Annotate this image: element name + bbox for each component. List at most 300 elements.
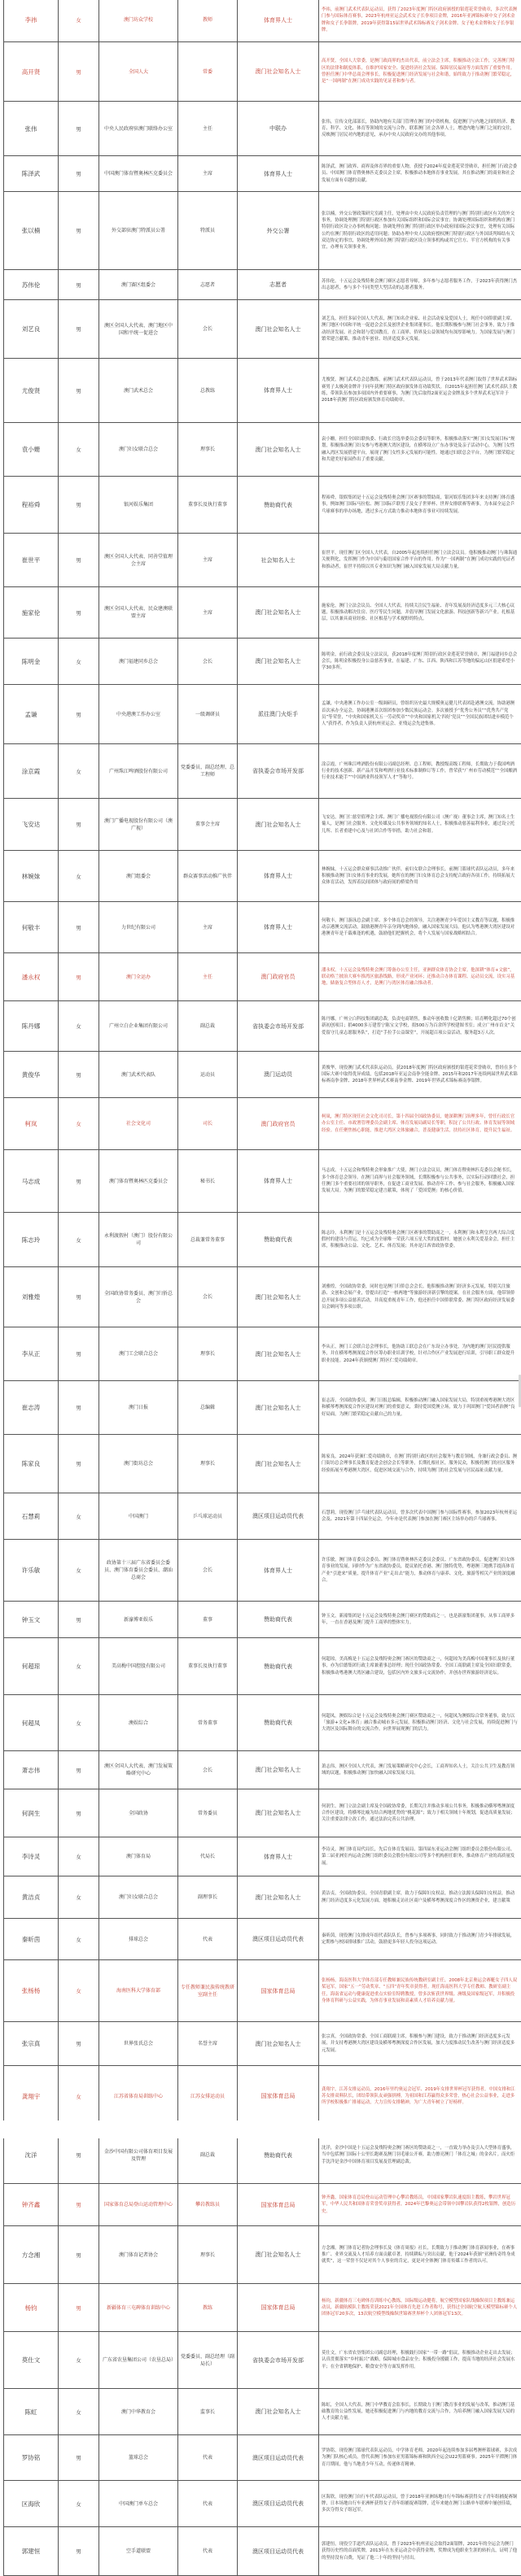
gender-cell: 女	[59, 1638, 99, 1695]
organization-cell: 全国人大	[99, 42, 178, 102]
name-cell: 何超琼	[4, 1638, 59, 1695]
gender-cell: 女	[59, 2389, 99, 2435]
table-row	[4, 1381, 521, 1435]
position-cell: 党委委员、副总经理、总工程师	[178, 744, 238, 799]
table-row	[4, 744, 521, 799]
category-cell: 国家体育总局	[238, 2066, 319, 2127]
biography-cell: 袁小姗，担任全国妇联执委、行政长官选举委员会委员等职务，积极推动落实“澳门妇女发展目标”规划，积极推动澳门妇女参与粤港澳大湾区建设，在横琴设立广东办事处及亲子活动中心，为澳门女性融入湾区发展搭建平台，展现了澳门女性多元发展的可能性。她通过妇联总会平台，为澳门繁荣稳定和共建美好家园作出了重要贡献。	[319, 423, 521, 477]
name-cell: 沈洋	[4, 2127, 59, 2184]
category-cell: 体育界人士	[238, 359, 319, 423]
gender-cell: 男	[59, 2226, 99, 2284]
gender-cell: 女	[59, 2481, 99, 2527]
position-cell: 常务董事	[178, 1695, 238, 1751]
table-row	[4, 2184, 521, 2226]
biography-cell: 施家伦，澳门立法会议员、全国人大代表，持续关注民生福祉、青年发展及经济适度多元三大核心议题，积极推动解决住房、医疗等民生问题，并倡导澳门发展文化旅游、科技创新等新兴产业。扎根基层，以其兼具商业经验、社区根基与学术视野的特点。	[319, 587, 521, 639]
table-row	[4, 2022, 521, 2066]
organization-cell: 新濠博亚娱乐	[99, 1602, 178, 1638]
category-cell: 澳门社会知名人士	[238, 1435, 319, 1493]
position-cell: 主任	[178, 102, 238, 156]
category-cell: 志愿者	[238, 270, 319, 300]
table-row	[4, 2226, 521, 2284]
name-cell: 方念湘	[4, 2226, 59, 2284]
organization-cell: 中国澳门单车总会	[99, 2481, 178, 2527]
table-row	[4, 799, 521, 851]
biography-cell: 龚翔宇，江苏女排运动员，2016年里约奥运会冠军、2019年女排世界杯冠军获得者，中国女排和江苏女排双料队长，团结带领队友顽强拼搏，为祖国和江苏赢得众多荣誉，热心社会公益事业，走进多所学校积极推广排球运动，大力宣传女排精神，为广大青年树立了好榜样。	[319, 2066, 521, 2127]
table-row	[4, 156, 521, 192]
name-cell: 孟谦	[4, 685, 59, 744]
gender-cell: 男	[59, 534, 99, 587]
table-row	[4, 1919, 521, 1960]
biography-cell: 孟谦，中央港澳工作办公室一级调研员，曾组织历史最大规模奥运健儿代表团赴港澳交流，协助港澳首次承办全运会，协调港澳首次组团参加少数民族运动会。多次被授予“优秀公务员”“优秀共产党员”等荣誉，“中央和国家机关五一劳动奖章”“中央和国家机关‘四好’党员”“全国民族团结进步模范个人”获得者，作为负责人获杭州亚运会、亚残运会先进集体。	[319, 685, 521, 744]
gender-cell: 男	[59, 156, 99, 192]
table-row	[4, 423, 521, 477]
position-cell: 董事长及执行董事	[178, 1638, 238, 1695]
table-row	[4, 1540, 521, 1602]
biography-cell: 张杨杨，海南医科大学体育部专任教师兼民族传统教研室副主任，2008年北京奥运会赛艇女子四人双桨冠军，国家“五一”劳动奖章、“五四”青年奖章获得者。现任海南医科大学专任教师、教研室副主任，海南省运动与健康促进重点实验室特聘教授，曾多次斩获世界级、洲级及国家级冠军，并积极投身体育科研与公益实践，为体育事业发展和高素质人才培养贡献力量。	[319, 1960, 521, 2022]
name-cell: 钟玉文	[4, 1602, 59, 1638]
organization-cell: 澳门体育暨奥林匹克委员会	[99, 1150, 178, 1213]
category-cell: 赞助商代表	[238, 1695, 319, 1751]
table-row	[4, 270, 521, 300]
table-row	[4, 1751, 521, 1789]
organization-cell: 澳门广播电视股份有限公司（澳广视）	[99, 799, 178, 851]
name-cell: 陈泽武	[4, 156, 59, 192]
table-row	[4, 2284, 521, 2332]
biography-cell: 刘艺良，担任多届全国人大代表，澳门知名企业家、社会活动家及爱国人士，现任中国侨联副主席、澳门地区中国和平统一促进会会长及创世企业集团董事长。他长期积极参与澳门社会事务，致力于推动经济发展、社会和谐与爱国教育，在工商界、侨界及公益领域均有深厚影响力。为国家发展与澳门繁荣建言献策，推动青年创业、经济适度多元发展。	[319, 300, 521, 359]
biography-cell: 李诗灵，澳门体育局代局长，先后在体育发展局、第四届东亚运动会澳门组织委员会股份有限公司、第二届亚洲室内运动会澳门组织委员会股份有限公司等多个机构担任职务，推动体育产业的高质量发展。	[319, 1837, 521, 1876]
gender-cell: 男	[59, 1150, 99, 1213]
category-cell: 澳门社会知名人士	[238, 300, 319, 359]
biography-cell: 尤俊贤，澳门武术总会总教练，前澳门武术代表队运动员，曾于2013年代表澳门取得了世界武术锦标赛男子太极剑金牌并于同年获澳门特区政府颁发体育功绩奖状。自2015年起担任澳门武术代表队主教练，带领队伍参加多项国内外重要赛事，为澳门先后取得2面亚运会金牌及多个世界武术冠军并于2018年获澳门特区政府颁发体育功绩勋章。	[319, 359, 521, 423]
table-row	[4, 587, 521, 639]
position-cell: 主任	[178, 953, 238, 1001]
gender-cell: 女	[59, 1960, 99, 2022]
gender-cell: 男	[59, 2184, 99, 2226]
position-cell: 监事长	[178, 2389, 238, 2435]
name-cell: 罗协铭	[4, 2435, 59, 2481]
name-cell: 林婉妹	[4, 851, 59, 902]
table-row	[4, 2481, 521, 2527]
category-cell: 体育界人士	[238, 1150, 319, 1213]
biography-cell: 陈虹，全国人大代表，澳门中华教育会监事长，长期致力于澳门教育事业的发展与改革，推动澳门基础教育的公益性发展，她还积极促进澳门与内地的教育交流与合作，为培养澳门融入国家发展大局的人才贡献力量。	[319, 2389, 521, 2435]
category-cell: 赞助商代表	[238, 477, 319, 534]
gender-cell: 男	[59, 192, 99, 270]
name-cell: 尤俊贤	[4, 359, 59, 423]
position-cell: 总裁兼常务董事	[178, 1213, 238, 1267]
organization-cell: 政协第十三届广东省委员会委员、澳门体育委员会委员、潮汕总商会	[99, 1540, 178, 1602]
biography-cell: 何敬丰，澳门游泳总会副主席、多个体育总会的领导，关注港澳青少年爱国主义教育等议题，积极推动京港澳交流活动，鼓励港澳青年亲身到内地体验，融入国家发展大局。他认为粤港澳大湾区建设对港澳青年是千载难逢的机遇，鼓励他们把握机会，将个人发展与国家战略相结合。	[319, 902, 521, 953]
position-cell: 会长	[178, 639, 238, 685]
position-cell: 代局长	[178, 1837, 238, 1876]
organization-cell: 中央人民政府驻澳门联络办公室	[99, 102, 178, 156]
organization-cell: 中央港澳工作办公室	[99, 685, 178, 744]
biography-cell: 黄俊华，现役澳门武术代表队运动员，获2018年度澳门特区政府颁授的银莲花荣誉勋章，曾经在多个国际大赛中取得优异成绩，包括2018年亚运会南拳全能金牌、2015年和2017年连续两届世界武术锦标赛南拳金牌、2018年世界杯武术赛南拳金牌、2019年世界武术锦标赛南拳银牌。	[319, 1052, 521, 1098]
organization-cell: 澳门福建同乡总会	[99, 639, 178, 685]
organization-cell: 国家体育总局登山运动管理中心	[99, 2184, 178, 2226]
name-cell: 陈丹娜	[4, 1001, 59, 1052]
organization-cell: 新疆体育三屯碑体育训练中心	[99, 2284, 178, 2332]
gender-cell: 男	[59, 300, 99, 359]
category-cell: 国家体育总局	[238, 2284, 319, 2332]
organization-cell: 美高梅中国控股有限公司	[99, 1638, 178, 1695]
name-cell: 施家伦	[4, 587, 59, 639]
biography-cell: 陈明金，前行政会委员及立法议员，获2018年度澳门特别行政区金莲花荣誉勋章，澳门福建同乡总会会长，陈明金积极投身公益慈善事业，在福建、广东、江西、陕西和江苏等地的偏远山区捐建希望小学30多所。	[319, 639, 521, 685]
biography-cell: 钟玉文，新濠集团是十五运会及残特奥会澳门赛区的赞助商之一，也是新濠集团董事，从事工商界多年，一直在香港及澳门提升工商界的整体实力。	[319, 1602, 521, 1638]
category-cell: 体育界人士	[238, 0, 319, 42]
category-cell: 澳门社会知名人士	[238, 639, 319, 685]
name-cell: 黄俊华	[4, 1052, 59, 1098]
name-cell: 刘艺良	[4, 300, 59, 359]
biography-cell: 杨钧，新疆体育三屯碑体育训练中心教练，国际级运动健将，航空模型国家队线操纵项目主教练兼运动员，新疆航模队主教练荣获2021年全国体育先进工作者称号，获得过全国航空航天模型锦标赛个人团体冠军20多次，13次航空模型线操纵世锦赛世界杯个人团体冠军13次。	[319, 2284, 521, 2332]
organization-cell: 澳门武术总会	[99, 359, 178, 423]
name-cell: 萧志伟	[4, 1751, 59, 1789]
gender-cell: 女	[59, 2332, 99, 2389]
gender-cell: 女	[59, 1213, 99, 1267]
position-cell: 专任教师兼民族传统教研室副主任	[178, 1960, 238, 2022]
name-cell: 李从正	[4, 1327, 59, 1381]
organization-cell: 力世纪有限公司	[99, 902, 178, 953]
table-row	[4, 1695, 521, 1751]
name-cell: 高开贤	[4, 42, 59, 102]
table-row	[4, 2066, 521, 2127]
name-cell: 何超凤	[4, 1695, 59, 1751]
organization-cell: 外交部驻澳门特派员公署	[99, 192, 178, 270]
gender-cell: 男	[59, 799, 99, 851]
gender-cell: 男	[59, 1052, 99, 1098]
biography-cell: 崔世平，现任澳门区全国人大代表，自2005年起连续担任澳门立法会议员。他积极推动澳门与珠海通关便利化，发挥澳门作为中国与葡语国家合作平台的作用。作为“一国两制”在澳门成功实践的见证者和推动者，崔世平持续以其专业知识为澳门融入国家发展大局贡献力量。	[319, 534, 521, 587]
position-cell: 董事会主席	[178, 799, 238, 851]
table-row	[4, 0, 521, 42]
position-cell: 司长	[178, 1098, 238, 1150]
organization-cell: 澳娱综合	[99, 1695, 178, 1751]
biography-cell: 张宗真，全国政协常委、全国工商联副主席，积极参与澳门建设，致力于推动澳门经济适度多元发展，并支持粤港澳大湾区建设及横琴粤澳深度合作区发展，加大力度推动民生改善与澳门经济适度多元发展。	[319, 2022, 521, 2066]
table-row	[4, 1150, 521, 1213]
position-cell: 志愿者	[178, 270, 238, 300]
torchbearer-table	[3, 0, 521, 2576]
table-body	[4, 0, 521, 2576]
category-cell: 澳区项目运动员代表	[238, 2435, 319, 2481]
name-cell: 陈家良	[4, 1435, 59, 1493]
organization-cell: 澳门坊众学校	[99, 0, 178, 42]
organization-cell: 澳区全国人大代表、民众建澳联盟主席	[99, 587, 178, 639]
gender-cell: 女	[59, 639, 99, 685]
name-cell: 龚翔宇	[4, 2066, 59, 2127]
organization-cell: 空手道联盟	[99, 2527, 178, 2576]
gender-cell: 男	[59, 1789, 99, 1837]
name-cell: 潘永权	[4, 953, 59, 1001]
position-cell: 党委委员、副总经理（副局长）	[178, 2332, 238, 2389]
name-cell: 张伟	[4, 102, 59, 156]
table-row	[4, 534, 521, 587]
biography-cell: 李祎，前澳门武术代表队运动员，获得了2023年度澳门特区政府颁授的银莲花荣誉勋章，多次代表澳门参与国际体育赛事，2023年杭州亚运会武术女子长拳项目金牌，2016年亚洲锦标赛中女子剑术金牌和女子长拳银牌，2019年获得第15届世界武术锦标赛女子剑术金牌、女子枪术金牌和女子长拳银牌。	[319, 0, 521, 42]
page-bottom-margin	[0, 2121, 521, 2138]
position-cell: 总编辑	[178, 1381, 238, 1435]
category-cell: 澳门社会知名人士	[238, 423, 319, 477]
category-cell: 赞助商代表	[238, 1638, 319, 1695]
name-cell: 张杨杨	[4, 1960, 59, 2022]
name-cell: 张以楠	[4, 192, 59, 270]
gender-cell: 男	[59, 1435, 99, 1493]
table-row	[4, 1435, 521, 1493]
name-cell: 何润生	[4, 1789, 59, 1837]
position-cell: 常务委员	[178, 1789, 238, 1837]
biography-cell: 陈泽武，澳门政界、商界及体育界的重要人物，获授予2024年度金莲花荣誉勋章，担任澳门行政会委员、中国澳门体育暨奥林匹克委员会主席，积极推动本地体育事业发展，其在推动澳门的商业和社会发展方面有卓越的贡献。	[319, 156, 521, 192]
table-row	[4, 1267, 521, 1327]
gender-cell: 男	[59, 42, 99, 102]
gender-cell: 男	[59, 1751, 99, 1789]
position-cell: 主席	[178, 534, 238, 587]
category-cell: 省执委会市场开发部	[238, 744, 319, 799]
biography-cell: 陈家良，2024年获颁仁爱功绩勋章，在澳门特别行政区的社会服务与教育领域，身兼行政会委员、澳门街坊总会理事长及教育促进会创会会长等职务，长期扎根社区，服务民众，积极将澳门的社区服务经验拓展至粤港澳大湾区，促进区域交流与合作，持续为澳门的社会发展与居民福祉贡献力量。	[319, 1435, 521, 1493]
name-cell: 何敬丰	[4, 902, 59, 953]
gender-cell: 男	[59, 2435, 99, 2481]
category-cell: 国家体育总局	[238, 2184, 319, 2226]
gender-cell: 男	[59, 1602, 99, 1638]
category-cell: 省执委会市场开发部	[238, 2332, 319, 2389]
biography-cell: 陈丹娜，广州立白科技集团副总裁，负责电商销售，推动年创收数十亿销售额；培育孵化超过70个创新初创项目；捐4000多万建普宁陈宝文学校，捐500万为百余所学校建图书室；成立广州市首支“关爱留守儿童志愿服务队”，打造“手拉手公益课堂”，开展超百项公益活动，服务超3万人次。	[319, 1001, 521, 1052]
organization-cell: 澳门赛区组委会	[99, 270, 178, 300]
organization-cell: 澳门妇女联合总会	[99, 1876, 178, 1919]
gender-cell: 女	[59, 0, 99, 42]
category-cell: 外交公署	[238, 192, 319, 270]
table-row	[4, 851, 521, 902]
name-cell: 袁小姗	[4, 423, 59, 477]
gender-cell: 女	[59, 1493, 99, 1540]
biography-cell: 许乐敏，澳门体育委员会委员、澳门体育暨奥林匹克委员会委员、广东省政协委员，促进澳门妇女体育事业的发展，同时作为广东省政协委员，提议依托香港、澳门独特优势，粤港澳三地携手提高体育产业“引进来”质量，提升体育产业“走出去”能力，推动体育与康养、文化、旅游等相关产业的深度融合。	[319, 1540, 521, 1602]
biography-cell: 刘雅煌，全国政协常委，同时也是澳门归侨总会会长。他积极推动澳门经济多元发展，特别关注旅游、文创和会展产业，曾提出打造“一核两地”等旅游经济新引擎的提案。在社会服务方面，他带领侨总开展多项公益慈善活动，并高度重视青年工作，他还担任中国侨联常委、澳门特区政府经济发展委员会顾问等多项公职。	[319, 1267, 521, 1327]
gender-cell: 男	[59, 359, 99, 423]
biography-cell: 张伟，宣传文化部部长，协助内地有关部门管理在澳门的中资机构，促进澳门与内地之间的经济、教育、科学、文化、体育等领域的交流与合作，联系澳门社会各界人士，增进内地与澳门之间的交往，反映澳门居民对内地的意见，承办中央人民政府交办的其他事项。	[319, 102, 521, 156]
biography-cell: 秦昕茵，现役澳门女排成年组代表队队长，曾参与多项赛事，同时致力于推动澳门青少年排球发展，定期参与校园排球推广活动，鼓励更多年轻人投身这项运动。	[319, 1919, 521, 1960]
position-cell: 主席	[178, 587, 238, 639]
name-cell: 张宗真	[4, 2022, 59, 2066]
biography-cell: 方念湘，澳门体育记者协会理事长及《体育周报》社长，长期致力于推动澳门体育新闻事业，在赛事推广、业界交流及人才培养方面贡献卓著，持续耕耘与突出贡献。他于2024年获颁“亚洲传奇终身成就奖”，这一荣誉不仅是对其个人事业的肯定，更是对全体澳门体育传媒工作者的认可。	[319, 2226, 521, 2284]
organization-cell: 中国澳门体育暨奥林匹克委员会	[99, 156, 178, 192]
category-cell: 澳门社会知名人士	[238, 1381, 319, 1435]
biography-cell: 苏伟伦，十五运会及残特奥会澳门赛区志愿者导师，多年参与志愿者服务工作，于2023年获得澳门杰出志愿者，参与多个不同类型大型活动的志愿者服务。	[319, 270, 521, 300]
name-cell: 郭建恒	[4, 2527, 59, 2576]
organization-cell: 排球总会	[99, 1919, 178, 1960]
position-cell: 理事长	[178, 1327, 238, 1381]
name-cell: 陈志玲	[4, 1213, 59, 1267]
organization-cell: 永利渡假村（澳门）股份有限公司	[99, 1213, 178, 1267]
category-cell: 澳门社会知名人士	[238, 1876, 319, 1919]
table-row	[4, 1837, 521, 1876]
biography-cell: 潘永权，十五运会及残特奥会澳门筹备办公室主任，亚洲群众体育协会主席。他深耕“体育+文旅”，联动格兰披治大赛车推湾区旅游线路，形成产业闭环；还推动合办体育课程、运动员交流，设实习基地，储备复合型体育人才，是澳门与湾区体育融合推动者。	[319, 953, 521, 1001]
biography-cell: 罗协铭，现役澳门篮球代表队运动员，中学体育老师，2020年起连续参加多届粤澳杯篮球赛，多次成为澳门队核心成员，曾代表澳门参加东亚男篮锦标赛和陕西全运会U22男篮赛事。2025年平潭澳门体育月期间，他与当地青少年互动，传递体育精神。	[319, 2435, 521, 2481]
biography-cell: 马志成，十五运会和残特奥会形象推广大使，澳门立法会议员，澳门体育暨奥林匹克委员会秘书长，多个体育总会领导。在澳门商界与社会服务领域，长期积极参与公共事务，以实际行动回馈社会，担任澳门多个重要社团的领导职务，在促进工商业发展、推动青年工作、参与社会服务，积极融入国家发展大局。为澳门的繁荣稳定建言献策，体现了「爱国爱澳」的核心价值。	[319, 1150, 521, 1213]
name-cell: 飞安达	[4, 799, 59, 851]
gender-cell: 男	[59, 685, 99, 744]
position-cell: 会长	[178, 1540, 238, 1602]
position-cell: 江苏女排运动员	[178, 2066, 238, 2127]
name-cell: 崔志涛	[4, 1381, 59, 1435]
gender-cell: 男	[59, 1381, 99, 1435]
category-cell: 中联办	[238, 102, 319, 156]
gender-cell: 男	[59, 2527, 99, 2576]
organization-cell: 澳门日报	[99, 1381, 178, 1435]
category-cell: 澳门社会知名人士	[238, 799, 319, 851]
table-row	[4, 2527, 521, 2576]
organization-cell: 海南医科大学体育部	[99, 1960, 178, 2022]
category-cell: 赞助商代表	[238, 1602, 319, 1638]
name-cell: 苏伟伦	[4, 270, 59, 300]
table-row	[4, 1213, 521, 1267]
category-cell: 派往澳门火炬手	[238, 685, 319, 744]
position-cell: 乒乓球运动员	[178, 1493, 238, 1540]
gender-cell: 女	[59, 851, 99, 902]
position-cell: 代表	[178, 1919, 238, 1960]
category-cell: 体育界人士	[238, 902, 319, 953]
position-cell: 主席	[178, 156, 238, 192]
category-cell: 澳门政府官员	[238, 1098, 319, 1150]
table-row	[4, 2435, 521, 2481]
biography-cell: 程裕舜，银娱集团是十五运会及残特奥会澳门区赛事的赞助商，银河娱乐集团多年来支持澳门体育盛事，例如澳门国际马拉松、澳门国际乒联男子及女子世界杯、世界女排联赛等赛事，为本届全运会乒乓球赛事的举办场地，透过多元方式助力推动本地体育事业可持续发展。	[319, 477, 521, 534]
category-cell: 澳区项目运动员代表	[238, 2527, 319, 2576]
position-cell: 副理事长	[178, 1876, 238, 1919]
table-row	[4, 1493, 521, 1540]
name-cell: 柯岚	[4, 1098, 59, 1150]
gender-cell: 男	[59, 953, 99, 1001]
position-cell: 会长	[178, 1751, 238, 1789]
position-cell: 董事	[178, 1602, 238, 1638]
category-cell: 澳门社会知名人士	[238, 2226, 319, 2284]
name-cell: 陈虹	[4, 2389, 59, 2435]
gender-cell: 男	[59, 587, 99, 639]
gender-cell: 男	[59, 270, 99, 300]
organization-cell: 世界张氏总会	[99, 2022, 178, 2066]
name-cell: 陈明金	[4, 639, 59, 685]
biography-cell: 何超凤，澳娱综合是十五运会及残特奥会澳门赛区赞助商之一，何超凤为澳娱综合常务董事，致力以「旅游+文化+体育」融合推动城市多元发展，积极推动澳门经济、文化与社会发展，持续促进澳门与大湾区及国际舞台的交流合作，向世界展现澳门的活力。	[319, 1695, 521, 1751]
name-cell: 崔世平	[4, 534, 59, 587]
organization-cell: 澳区全国人大代表、澳门地区中国和平统一促进会	[99, 300, 178, 359]
biography-cell: 石慧莉，现役澳门乒乓球代表队运动员，曾多次代表中国澳门参与国际性赛事，参加2023年杭州亚运会及、2021年第十四届全运会，今年亦是代表澳门参加在澳门赛区主场举办的乒乓球赛事。	[319, 1493, 521, 1540]
category-cell: 澳区项目运动员代表	[238, 1493, 319, 1540]
table-row	[4, 1001, 521, 1052]
table-row	[4, 1960, 521, 2022]
name-cell: 莫仕文	[4, 2332, 59, 2389]
gender-cell: 女	[59, 1098, 99, 1150]
organization-cell: 篮球总会	[99, 2435, 178, 2481]
gender-cell: 男	[59, 477, 99, 534]
biography-cell: 林婉妹，十五运会群众赛事活动推广伙伴，前妇女联合会理事长，前澳门篮球代表队运动员，多年来积极推动澳门妇女体育事业的发展，她所在的澳门妇女体育总会支持配合政府各项工作，持续拓展大众体育活动，发挥着民间团体与政府间的桥梁作用	[319, 851, 521, 902]
position-cell: 理事长	[178, 1435, 238, 1493]
organization-cell: 澳门体育局	[99, 1837, 178, 1876]
position-cell: 会长	[178, 1267, 238, 1327]
gender-cell: 女	[59, 1876, 99, 1919]
table-row	[4, 477, 521, 534]
name-cell: 刘雅煌	[4, 1267, 59, 1327]
gender-cell: 女	[59, 1919, 99, 1960]
organization-cell: 全国政协	[99, 1789, 178, 1837]
gender-cell: 男	[59, 902, 99, 953]
gender-cell: 男	[59, 2127, 99, 2184]
gender-cell: 女	[59, 1001, 99, 1052]
name-cell: 钟齐鑫	[4, 2184, 59, 2226]
category-cell: 赞助商代表	[238, 1213, 319, 1267]
biography-cell: 何超琼，美高梅是十五运会及残特奥会澳门赛区的赞助商之一，何超琼为美高梅中国董事长及执行董事，亦为信德集团行政主席兼董事总经理；现任全国政协常委、全国工商联副主席及全国妇联常委，积极推动粤港澳大湾区融合建设，包括区内外文旅多元交流协作，并创办世界旅游经济论坛。	[319, 1638, 521, 1695]
organization-cell: 银河娱乐集团	[99, 477, 178, 534]
name-cell: 程裕舜	[4, 477, 59, 534]
gender-cell: 女	[59, 744, 99, 799]
position-cell: 代表	[178, 2435, 238, 2481]
position-cell: 一级调研员	[178, 685, 238, 744]
category-cell: 省执委会市场开发部	[238, 1001, 319, 1052]
position-cell: 总教练	[178, 359, 238, 423]
organization-cell: 金沙中国有限公司体育项目发展及管理	[99, 2127, 178, 2184]
category-cell: 国家体育总局	[238, 1960, 319, 2022]
biography-cell: 高开贤，全国人大常委，是澳门政商界的杰出代表，前立法会主席，积极推动立法工作，完善澳门特区的法律和制度体系，在维护国家安全、促进经济社会发展、保障居民福祉等方面发挥了重要作用。曾担任澳门中华总商会理事长，积极促进澳门经济发展与社会和谐，始终致力于推动澳门繁荣稳定，是“一国两制”在澳门成功实践的见证者和参与者。	[319, 42, 521, 102]
table-row	[4, 42, 521, 102]
position-cell: 教师	[178, 0, 238, 42]
category-cell: 澳门社会知名人士	[238, 1789, 319, 1837]
table-row	[4, 902, 521, 953]
biography-cell: 萧志伟，澳区全国人大代表，澳门发展策略研究中心会长，工商界知名人士，关注公共卫生及教育领域的议题，积极推动澳门加快融入国家发展大局。	[319, 1751, 521, 1789]
category-cell: 体育界人士	[238, 1837, 319, 1876]
biography-cell: 沈洋，金沙中国是十五运会及残特奥会澳门赛区的赞助商之一，一直致力举办及引入大型体育盛事，当中包括澳门国际十公里长跑赛及澳门羽毛球公开赛，助力擦亮澳门「体育之城」的金名片。而火炬手沈洋是金沙中国体育项目发展及管理副总裁。	[319, 2127, 521, 2184]
table-row	[4, 1789, 521, 1837]
biography-cell: 柯岚，澳门特区现任社会文化司司长，第十四届全国政协委员，她深耕澳门治理多年，曾任行政长官办公室主任、市政署管理委员会副主席、体育发展局副局长等职，积淀了公共行政、体育发展等领域经验。在任聚焦核心职能，推进大湾区文体旅融合，普及健康生活，扶持社区体育，提升民生福祉。	[319, 1098, 521, 1150]
biography-cell: 钟齐鑫，国家体育总局登山运动管理中心攀岩教练员，中国国家攀岩队速度组主教练，攀岩世界冠军，中华人民共和国体育荣誉奖章获得者，2024年巴黎奥运会带领中国攀岩队获得2枚银牌，创造历史。	[319, 2184, 521, 2226]
table-row	[4, 1327, 521, 1381]
table-row	[4, 300, 521, 359]
organization-cell: 澳区全国人大代表、澳门发展策略研究中心	[99, 1751, 178, 1789]
name-cell: 许乐敏	[4, 1540, 59, 1602]
organization-cell: 广州立白企业集团有限公司	[99, 1001, 178, 1052]
category-cell: 澳门社会知名人士	[238, 42, 319, 102]
name-cell: 马志成	[4, 1150, 59, 1213]
name-cell: 李祎	[4, 0, 59, 42]
table-row	[4, 192, 521, 270]
table-row	[4, 953, 521, 1001]
gender-cell: 女	[59, 1837, 99, 1876]
name-cell: 秦昕茵	[4, 1919, 59, 1960]
biography-cell: 莫仕文，广东省农垦集团公司副总经理，积极践行国家“一带一路”倡议，积极推动企业走出去发展；认真贯彻落实“乡村振兴”战略，保障城市食品安全；积极投身援疆工作，提高当地的经济社会发展水平；在全省耕地保护、粮食安全等方面发挥作用。	[319, 2332, 521, 2389]
organization-cell: 澳门全运办	[99, 953, 178, 1001]
biography-cell: 张以楠，外交公署政策研究室副主任，处理由中央人民政府负责管理的与澳门特别行政区有关的外交事务，协调处理澳门特别行政区参加有关国际组织和国际会议事宜；协调处理国际组织和机构在澳门特别行政区设立办事机构问题；协调处理在澳门特别行政区举办政府间国际会议事宜，处理有关国际公约在澳门特别行政区的适用问题；协助办理中央人民政府授权澳门特别行政区与外国谈判缔结有关双边协定的事宜，协调处理外国在澳门特别行政区设立领事机构或其它官方、半官方机构的有关事宜，办理有关领事业务。	[319, 192, 521, 270]
name-cell: 李诗灵	[4, 1837, 59, 1876]
organization-cell: 澳门组委会	[99, 851, 178, 902]
biography-cell: 区海欣，现役澳门自行车代表队运动员，曾于2018年亚洲场地自行车锦标赛获得女子青年组捕捉赛铜牌，日本场地自行车亚洲杯获得女子青年组捕捉赛银牌，近年来她在澳门公路单车联赛中屡创佳绩，多次夺得女子组冠军。	[319, 2481, 521, 2527]
organization-cell: 中国澳门	[99, 1493, 178, 1540]
biography-cell: 黄洁贞，全国政协委员、全国青联副主席，致力于保障妇女权益，推动立法源头保障妇女权益，推动澳门经济适度多元化发展方面，她积极走访社区商户及横琴粤澳深度合作区的澳资企业，建言献策	[319, 1876, 521, 1919]
category-cell: 澳门社会知名人士	[238, 1267, 319, 1327]
name-cell: 区海欣	[4, 2481, 59, 2527]
name-cell: 涂京霞	[4, 744, 59, 799]
position-cell: 代表	[178, 2481, 238, 2527]
table-row	[4, 639, 521, 685]
position-cell: 会长	[178, 300, 238, 359]
gender-cell: 女	[59, 1695, 99, 1751]
category-cell: 澳门社会知名人士	[238, 2022, 319, 2066]
table-row	[4, 1876, 521, 1919]
position-cell: 运动员	[178, 1052, 238, 1098]
table-row	[4, 359, 521, 423]
organization-cell: 社会文化司	[99, 1098, 178, 1150]
gender-cell: 男	[59, 2022, 99, 2066]
category-cell: 澳区项目运动员代表	[238, 2481, 319, 2527]
gender-cell: 男	[59, 2284, 99, 2332]
category-cell: 澳门社会知名人士	[238, 1327, 319, 1381]
gender-cell: 男	[59, 102, 99, 156]
name-cell: 杨钧	[4, 2284, 59, 2332]
biography-cell: 郭建恒，现役空手道代表队运动员，曾于2023年杭州亚运会取得2面银牌，2021年的全运会为澳门获得历史性的首面奖牌，2013年在东亚运动会中获得金牌，奖牌成为他职业生涯的转折点，证明了他的坚持没有白费，见证了他二十年的坚持与付出。	[319, 2527, 521, 2576]
gender-cell: 女	[59, 423, 99, 477]
position-cell: 理事长	[178, 423, 238, 477]
table-row	[4, 1052, 521, 1098]
organization-cell: 澳门体育记者协会	[99, 2226, 178, 2284]
organization-cell: 广东省农垦集团公司（农垦总局）	[99, 2332, 178, 2389]
